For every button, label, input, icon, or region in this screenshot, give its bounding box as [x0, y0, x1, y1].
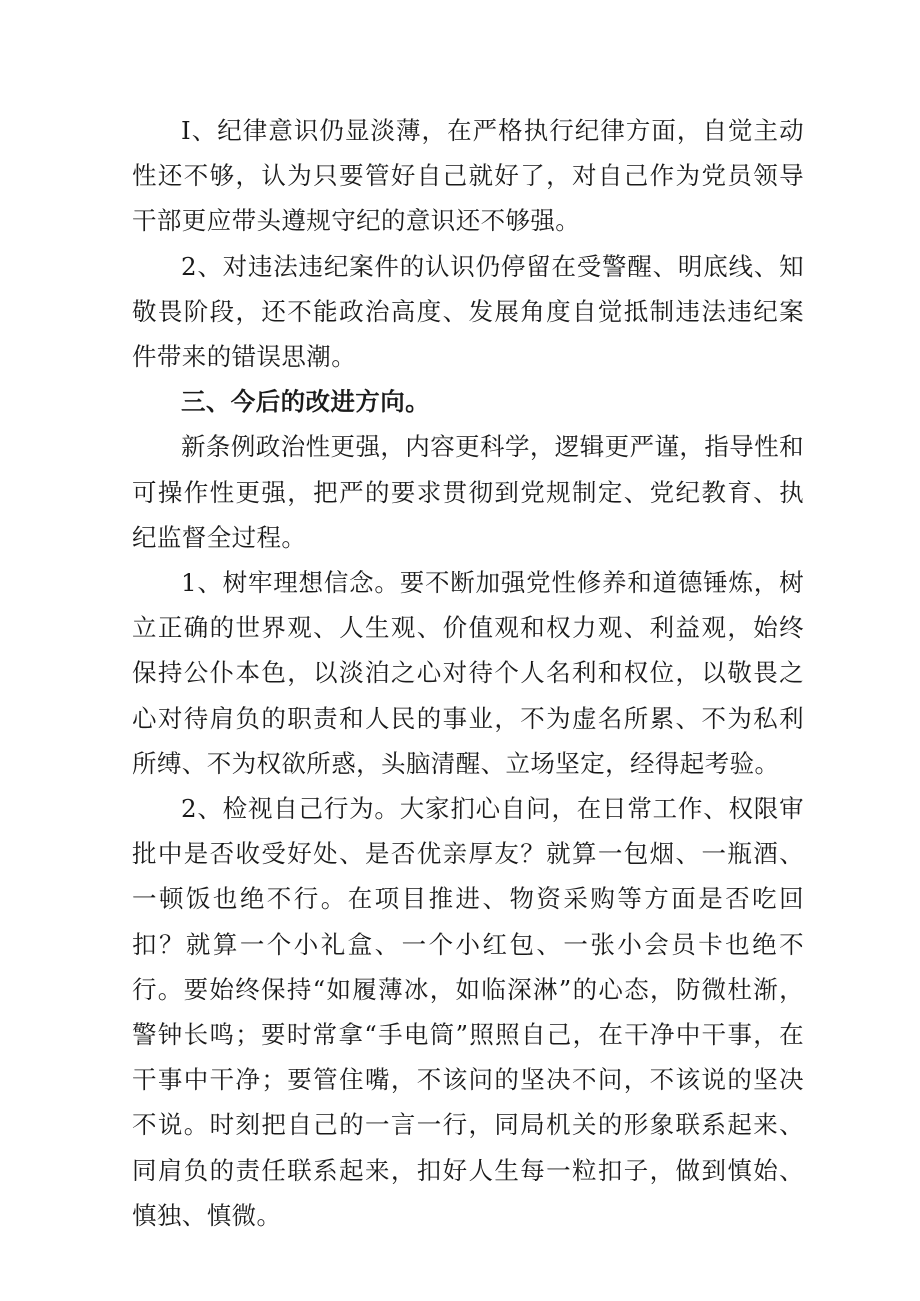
paragraph-self-review: 2、检视自己行为。大家扪心自问，在日常工作、权限审批中是否收受好处、是否优亲厚友？就算一包烟、一瓶酒、一顿饭也绝不行。在项目推进、物资采购等方面是否吃回扣？就算一个小礼盒、一个小红包、一张小会员卡也绝不行。要始终保持“如履薄冰，如临深淋”的心态，防微杜渐，警钟长鸣；要时常拿“手电筒”照照自己，在干净中干事，在干事中干净；要管住嘴，不该问的坚决不问，不该说的坚决不说。时刻把自己的一言一行，同局机关的形象联系起来、同肩负的责任联系起来，扣好人生每一粒扣子，做到慎始、慎独、慎微。 [132, 794, 804, 1230]
document-body [132, 108, 804, 1238]
paragraph-ideals-beliefs: 1、树牢理想信念。要不断加强党性修养和道德锤炼，树立正确的世界观、人生观、价值观和权力观、利益观，始终保持公仆本色，以淡泊之心对待个人名利和权位，以敬畏之心对待肩负的职责和人民的事业，不为虚名所累、不为私利所缚、不为权欲所惑，头脑清醒、立场坚定，经得起考验。 [132, 568, 804, 778]
paragraph-new-regulations: 新条例政治性更强，内容更科学，逻辑更严谨，指导性和可操作性更强，把严的要求贯彻到党规制定、党纪教育、执纪监督全过程。 [132, 432, 804, 552]
section-heading-improvement: 三、今后的改进方向。 [181, 387, 430, 417]
paragraph-case-understanding: 2、对违法违纪案件的认识仍停留在受警醒、明底线、知敬畏阶段，还不能政治高度、发展角度自觉抵制违法违纪案件带来的错误思潮。 [132, 251, 804, 372]
paragraph-discipline-awareness: I、纪律意识仍显淡薄，在严格执行纪律方面，自觉主动性还不够，认为只要管好自己就好了，对自己作为党员领导干部更应带头遵规守纪的意识还不够强。 [132, 116, 804, 236]
